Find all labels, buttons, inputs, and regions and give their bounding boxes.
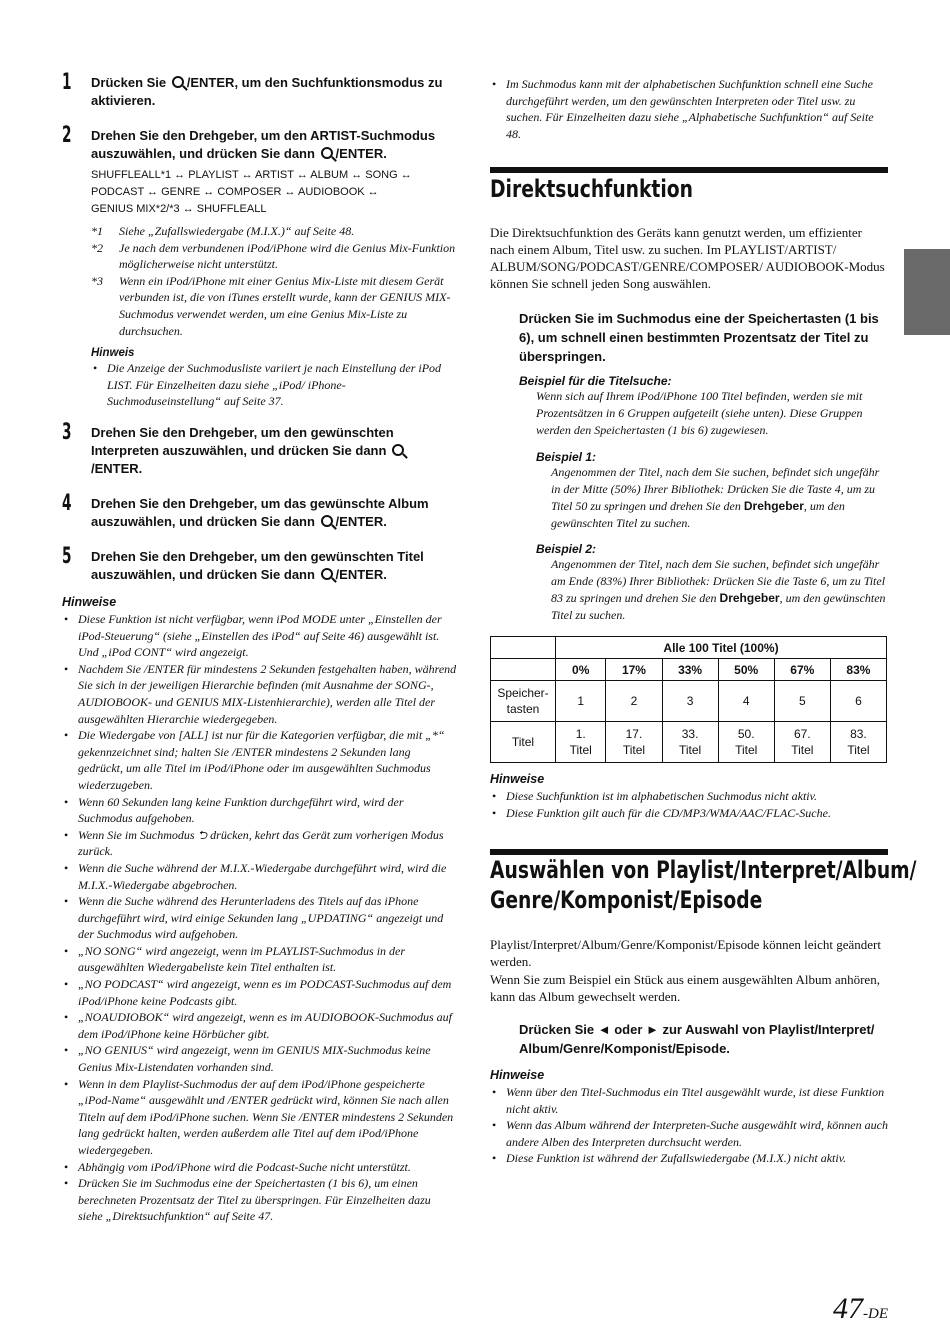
- table-cell: 0%: [556, 659, 606, 681]
- list-item: • Nachdem Sie /ENTER für mindestens 2 Sekunden festgehalten haben, während Sie sich in der jeweiligen Hierarchie befinden (mit Ausnahme der SONG-, AUDIOBOOK- und GENIUS MIX-Listenhierarchie), werden alle Titel der ausgewählten Hierarchie wiedergegeben.: [62, 661, 458, 727]
- list-item: • Wenn über den Titel-Suchmodus ein Titel ausgewählt wurde, ist diese Funktion nicht aktiv.: [490, 1084, 888, 1117]
- search-icon: [172, 76, 184, 88]
- step-number: 5: [62, 544, 72, 569]
- step-3: 3 Drehen Sie den Drehgeber, um den gewünschten Interpreten auszuwählen, und drücken Sie dann /ENTER.: [62, 424, 458, 478]
- table-cell: 83. Titel: [830, 722, 886, 763]
- table-cell: 67%: [774, 659, 830, 681]
- section-title-direktsuche: Direktsuchfunktion: [490, 175, 693, 203]
- table-cell: 33%: [662, 659, 718, 681]
- table-cell: 17%: [606, 659, 662, 681]
- table-corner: [491, 637, 556, 659]
- table-cell: 1: [556, 681, 606, 722]
- footnote: *2 Je nach dem verbundenen iPod/iPhone wird die Genius Mix-Funktion möglicherweise nicht unterstützt.: [91, 240, 456, 272]
- percent-table: [490, 636, 887, 763]
- list-item: • „NO SONG“ wird angezeigt, wenn im PLAYLIST-Suchmodus in der ausgewählten Wiedergabeliste kein Titel enthalten ist.: [62, 943, 458, 976]
- beispiel-2: Beispiel 2: Angenommen der Titel, nach dem Sie suchen, befindet sich ungefähr am Ende (83%) Ihrer Bibliothek: Drücken Sie die Taste 6, um zu Titel 83 zu springen und drehen Sie den Drehgeber, um den gewünschten Titel zu suchen.: [536, 542, 886, 622]
- table-cell: 1. Titel: [556, 722, 606, 763]
- step-1: 1 Drücken Sie /ENTER, um den Suchfunktionsmodus zu aktivieren.: [62, 70, 443, 108]
- search-icon: [321, 568, 333, 580]
- step-5: 5 Drehen Sie den Drehgeber, um den gewünschten Titel auszuwählen, und drücken Sie dann /ENTER.: [62, 544, 424, 582]
- step-number: 3: [62, 420, 72, 445]
- step-number: 4: [62, 491, 72, 516]
- mode-sequence: SHUFFLEALL*1 ↔ PLAYLIST ↔ ARTIST ↔ ALBUM ↔ SONG ↔ PODCAST ↔ GENRE ↔ COMPOSER ↔ AUDIOBOOK ↔ GENIUS MIX*2/*3 ↔ SHUFFLEALL: [91, 169, 412, 215]
- list-item: • Diese Funktion gilt auch für die CD/MP3/WMA/AAC/FLAC-Suche.: [490, 805, 888, 822]
- table-cell: 83%: [830, 659, 886, 681]
- beispiel-1: Beispiel 1: Angenommen der Titel, nach dem Sie suchen, befindet sich ungefähr in der Mitte (50%) Ihrer Bibliothek: Drücken Sie die Taste 4, um zu Titel 50 zu springen und drehen Sie den Drehgeber, um den gewünschten Titel zu suchen.: [536, 450, 880, 530]
- right-top-note: [490, 76, 888, 142]
- step-number: 1: [62, 70, 72, 95]
- chapter-tab-marker: [904, 249, 950, 335]
- section-title-auswahl-2: Genre/Komponist/Episode: [490, 886, 763, 914]
- list-item: • Wenn das Album während der Interpreten-Suche ausgewählt wird, können auch andere Alben des Interpreten durchsucht werden.: [490, 1117, 888, 1150]
- hinweise-left: Hinweise • Diese Funktion ist nicht verfügbar, wenn iPod MODE unter „Einstellen der iPod-Steuerung“ (siehe „Einstellen des iPod“ auf Seite 46) ausgewählt ist. Und „iPod CONT“ wird angezeigt. • Nachdem Sie /ENTER für mindestens 2 Sekunden festgehalten haben, während Sie sich in der jeweiligen Hierarchie befinden (mit Ausnahme der SONG-, AUDIOBOOK- und GENIUS MIX-Listenhierarchie), werden alle Titel der ausgewählten Hierarchie wiedergegeben. • Die Wiedergabe von [ALL] ist nur für die Kategorien verfügbar, die mit „*“ gekennzeichnet sind; halten Sie /ENTER mindestens 2 Sekunden lang gedrückt, um alle Titel im iPod/iPhone oder im ausgewählten Suchmodus wiederzugeben. • Wenn 60 Sekunden lang keine Funktion durchgeführt wird, wird der Suchmodus aufgehoben. • Wenn Sie im Suchmodus ⮌ drücken, kehrt das Gerät zum vorherigen Modus zurück. • Wenn die Suche während der M.I.X.-Wiedergabe durchgeführt wird, wird die M.I.X.-Wiedergabe abgebrochen. • Wenn die Suche während des Herunterladens des Titels auf das iPhone durchgeführt wird, wird einige Sekunden lang „UPDATING“ angezeigt und der Suchmodus wird aufgehoben. • „NO SONG“ wird angezeigt, wenn im PLAYLIST-Suchmodus in der ausgewählten Wiedergabeliste kein Titel enthalten ist. • „NO PODCAST“ wird angezeigt, wenn es im PODCAST-Suchmodus auf dem iPod/iPhone keine Podcasts gibt. • „NOAUDIOBOK“ wird angezeigt, wenn es im AUDIOBOOK-Suchmodus auf dem iPod/iPhone keine Hörbücher gibt. • „NO GENIUS“ wird angezeigt, wenn im GENIUS MIX-Suchmodus keine Genius Mix-Listendaten vorhanden sind. • Wenn in dem Playlist-Suchmodus der auf dem iPod/iPhone gespeicherte „iPod-Name“ ausgewählt und /ENTER gedrückt wird, können Sie nach allen Titeln auf dem iPod/iPhone suchen. Wenn Sie /ENTER mindestens 2 Sekunden lang gedrückt halten, werden außerdem alle Titel auf dem iPod/iPhone wiedergegeben. • Abhängig vom iPod/iPhone wird die Podcast-Suche nicht unterstützt. • Drücken Sie im Suchmodus eine der Speichertasten (1 bis 6), um einen berechneten Prozentsatz der Titel zu überspringen. Für Einzelheiten dazu siehe „Direktsuchfunktion“ auf Seite 47.: [62, 595, 458, 1225]
- table-cell: 33. Titel: [662, 722, 718, 763]
- search-icon: [321, 147, 333, 159]
- table-cell: 17. Titel: [606, 722, 662, 763]
- example-block: Beispiel für die Titelsuche: Wenn sich auf Ihrem iPod/iPhone 100 Titel befinden, werden sie mit Prozentsätzen in 6 Gruppen aufgeteilt (siehe unten). Diese Gruppen werden den Speichertasten (1 bis 6) zugewiesen.: [519, 374, 863, 437]
- step-2: 2 Drehen Sie den Drehgeber, um den ARTIST-Suchmodus auszuwählen, und drücken Sie dann /ENTER.: [62, 123, 436, 161]
- list-item: • Diese Funktion ist während der Zufallswiedergabe (M.I.X.) nicht aktiv.: [490, 1150, 888, 1167]
- direkt-hinweise: Hinweise • Diese Suchfunktion ist im alphabetischen Suchmodus nicht aktiv. • Diese Funktion gilt auch für die CD/MP3/WMA/AAC/FLAC-Suche.: [490, 772, 888, 821]
- list-item: • Abhängig vom iPod/iPhone wird die Podcast-Suche nicht unterstützt.: [62, 1159, 458, 1176]
- auswahl-p2: Wenn Sie zum Beispiel ein Stück aus einem ausgewählten Album anhören, kann das Album gewechselt werden.: [490, 972, 880, 1004]
- search-icon: [321, 515, 333, 527]
- list-item: • Wenn 60 Sekunden lang keine Funktion durchgeführt wird, wird der Suchmodus aufgehoben.: [62, 794, 458, 827]
- auswahl-instruction: Drücken Sie ◄ oder ► zur Auswahl von Playlist/Interpret/ Album/Genre/Komponist/Episode.: [519, 1022, 875, 1056]
- direkt-intro: Die Direktsuchfunktion des Geräts kann genutzt werden, um effizienter nach einem Album, Titel usw. zu suchen. Im PLAYLIST/ARTIST/ ALBUM/SONG/PODCAST/GENRE/COMPOSER/ AUDIOBOOK-Modus können Sie schnell jeden Song auswählen.: [490, 225, 885, 291]
- hinweis-small: Hinweis • Die Anzeige der Suchmodusliste variiert je nach Einstellung der iPod LIST. Für Einzelheiten dazu siehe „iPod/ iPhone-Suchmoduseinstellung“ auf Seite 37.: [91, 347, 459, 410]
- table-row-label: Speicher-tasten: [491, 681, 556, 722]
- section-title-auswahl-1: Auswählen von Playlist/Interpret/Album/: [490, 856, 917, 884]
- direkt-instruction: Drücken Sie im Suchmodus eine der Speichertasten (1 bis 6), um schnell einen bestimmten Prozentsatz der Titel zu überspringen.: [519, 311, 879, 364]
- list-item: • Wenn in dem Playlist-Suchmodus der auf dem iPod/iPhone gespeicherte „iPod-Name“ ausgewählt und /ENTER gedrückt wird, können Sie nach allen Titeln auf dem iPod/iPhone suchen. Wenn Sie /ENTER mindestens 2 Sekunden lang gedrückt halten, werden außerdem alle Titel auf dem iPod/iPhone wiedergegeben.: [62, 1076, 458, 1159]
- table-header: Alle 100 Titel (100%): [556, 637, 887, 659]
- step-number: 2: [62, 123, 72, 148]
- list-item: • Die Anzeige der Suchmodusliste variiert je nach Einstellung der iPod LIST. Für Einzelheiten dazu siehe „iPod/ iPhone-Suchmoduseinstellung“ auf Seite 37.: [91, 360, 459, 410]
- list-item: • Diese Suchfunktion ist im alphabetischen Suchmodus nicht aktiv.: [490, 788, 888, 805]
- table-cell: 5: [774, 681, 830, 722]
- table-cell: 67. Titel: [774, 722, 830, 763]
- table-cell: 50. Titel: [718, 722, 774, 763]
- list-item: • Diese Funktion ist nicht verfügbar, wenn iPod MODE unter „Einstellen der iPod-Steuerung“ (siehe „Einstellen des iPod“ auf Seite 46) ausgewählt ist. Und „iPod CONT“ wird angezeigt.: [62, 611, 458, 661]
- step-4: 4 Drehen Sie den Drehgeber, um das gewünschte Album auszuwählen, und drücken Sie dann /ENTER.: [62, 491, 429, 529]
- page-number: 47-DE: [833, 1292, 888, 1325]
- list-item: • „NO PODCAST“ wird angezeigt, wenn es im PODCAST-Suchmodus auf dem iPod/iPhone keine Podcasts gibt.: [62, 976, 458, 1009]
- list-item: • Wenn Sie im Suchmodus ⮌ drücken, kehrt das Gerät zum vorherigen Modus zurück.: [62, 827, 458, 860]
- list-item: • „NO GENIUS“ wird angezeigt, wenn im GENIUS MIX-Suchmodus keine Genius Mix-Listendaten vorhanden sind.: [62, 1042, 458, 1075]
- table-cell: 2: [606, 681, 662, 722]
- auswahl-p1: Playlist/Interpret/Album/Genre/Komponist/Episode können leicht geändert werden.: [490, 937, 881, 969]
- footnote: *1 Siehe „Zufallswiedergabe (M.I.X.)“ auf Seite 48.: [91, 224, 355, 238]
- table-cell: 3: [662, 681, 718, 722]
- list-item: • Wenn die Suche während der M.I.X.-Wiedergabe durchgeführt wird, wird die M.I.X.-Wiedergabe abgebrochen.: [62, 860, 458, 893]
- list-item: • Drücken Sie im Suchmodus eine der Speichertasten (1 bis 6), um einen berechneten Prozentsatz der Titel zu überspringen. Für Einzelheiten dazu siehe „Direktsuchfunktion“ auf Seite 47.: [62, 1175, 458, 1225]
- table-cell: 50%: [718, 659, 774, 681]
- table-corner: [491, 659, 556, 681]
- footnotes: [91, 223, 459, 339]
- table-cell: 4: [718, 681, 774, 722]
- table-cell: 6: [830, 681, 886, 722]
- list-item: • „NOAUDIOBOK“ wird angezeigt, wenn es im AUDIOBOOK-Suchmodus auf dem iPod/iPhone keine Hörbücher gibt.: [62, 1009, 458, 1042]
- footnote: *3 Wenn ein iPod/iPhone mit einer Genius Mix-Liste mit diesem Gerät verbunden ist, die von iTunes erstellt wurde, kann der GENIUS MIX-Suchmodus verwendet werden, um eine Genius Mix-Liste zu durchsuchen.: [91, 273, 451, 338]
- list-item: • Die Wiedergabe von [ALL] ist nur für die Kategorien verfügbar, die mit „*“ gekennzeichnet sind; halten Sie /ENTER mindestens 2 Sekunden lang gedrückt, um alle Titel im iPod/iPhone oder im ausgewählten Suchmodus wiederzugeben.: [62, 727, 458, 793]
- search-icon: [392, 444, 404, 456]
- table-row-label: Titel: [491, 722, 556, 763]
- auswahl-hinweise: Hinweise • Wenn über den Titel-Suchmodus ein Titel ausgewählt wurde, ist diese Funktion nicht aktiv. • Wenn das Album während der Interpreten-Suche ausgewählt wird, können auch andere Alben des Interpreten durchsucht werden. • Diese Funktion ist während der Zufallswiedergabe (M.I.X.) nicht aktiv.: [490, 1068, 888, 1167]
- list-item: • Wenn die Suche während des Herunterladens des Titels auf das iPhone durchgeführt wird, wird einige Sekunden lang „UPDATING“ angezeigt und der Suchmodus wird aufgehoben.: [62, 893, 458, 943]
- list-item: • Im Suchmodus kann mit der alphabetischen Suchfunktion schnell eine Suche durchgeführt werden, um den gewünschten Interpreten oder Titel usw. zu suchen. Für Einzelheiten dazu siehe „Alphabetische Suchfunktion“ auf Seite 48.: [490, 76, 888, 142]
